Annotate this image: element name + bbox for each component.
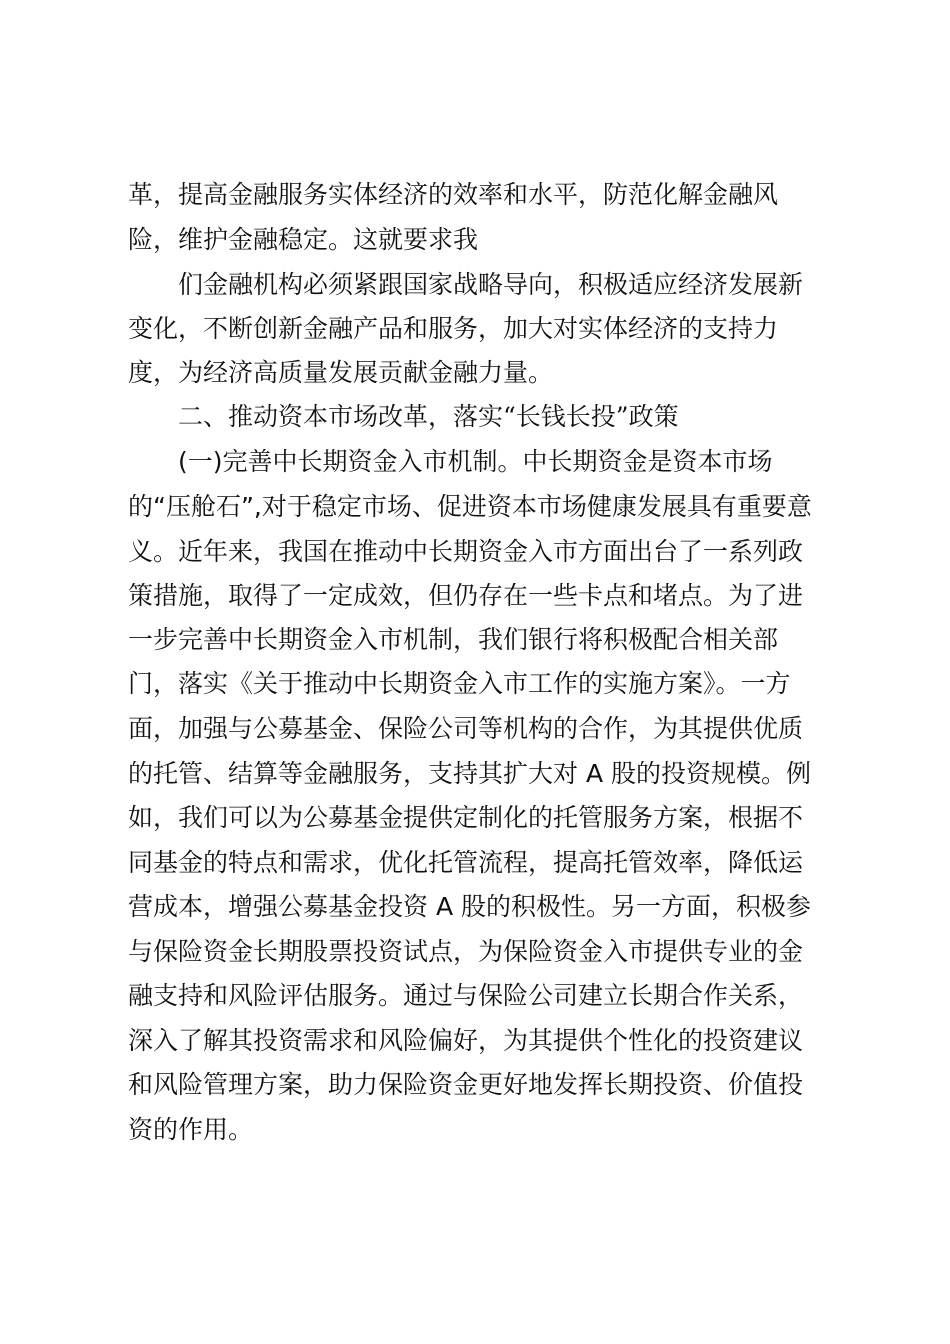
text-line: 融支持和风险评估服务。通过与保险公司建立长期合作关系， xyxy=(128,981,804,1010)
text-line: 策措施，取得了一定成效，但仍存在一些卡点和堵点。为了进 xyxy=(128,581,804,610)
text-line: 义。近年来，我国在推动中长期资金入市方面出台了一系列政 xyxy=(128,537,804,566)
text-line: 同基金的特点和需求，优化托管流程，提高托管效率，降低运 xyxy=(128,848,804,877)
text-line: 如，我们可以为公募基金提供定制化的托管服务方案，根据不 xyxy=(128,803,804,832)
text-line: 度，为经济高质量发展贡献金融力量。 xyxy=(128,358,554,387)
text-line: 营成本，增强公募基金投资 A 股的积极性。另一方面，积极参 xyxy=(128,892,811,921)
text-line: 一步完善中长期资金入市机制，我们银行将积极配合相关部 xyxy=(128,625,779,654)
text-line: (一)完善中长期资金入市机制。中长期资金是资本市场 xyxy=(178,447,773,476)
text-line: 险，维护金融稳定。这就要求我 xyxy=(128,225,479,254)
text-line: 和风险管理方案，助力保险资金更好地发挥长期投资、价值投 xyxy=(128,1070,804,1099)
text-line: 们金融机构必须紧跟国家战略导向，积极适应经济发展新 xyxy=(178,270,804,299)
text-line: 面，加强与公募基金、保险公司等机构的合作，为其提供优质 xyxy=(128,714,804,743)
text-line: 与保险资金长期股票投资试点，为保险资金入市提供专业的金 xyxy=(128,937,804,966)
text-line: 深入了解其投资需求和风险偏好，为其提供个性化的投资建议 xyxy=(128,1026,804,1055)
text-line: 门，落实《关于推动中长期资金入市工作的实施方案》。一方 xyxy=(128,669,791,698)
text-line: 革，提高金融服务实体经济的效率和水平，防范化解金融风 xyxy=(128,180,779,209)
section-heading: 二、推动资本市场改革，落实“长钱长投”政策 xyxy=(178,402,679,431)
text-line: 资的作用。 xyxy=(128,1115,254,1144)
text-line: 的“压舱石”,对于稳定市场、促进资本市场健康发展具有重要意 xyxy=(128,492,812,521)
text-line: 变化，不断创新金融产品和服务，加大对实体经济的支持力 xyxy=(128,314,779,343)
text-line: 的托管、结算等金融服务，支持其扩大对 A 股的投资规模。例 xyxy=(128,759,811,788)
